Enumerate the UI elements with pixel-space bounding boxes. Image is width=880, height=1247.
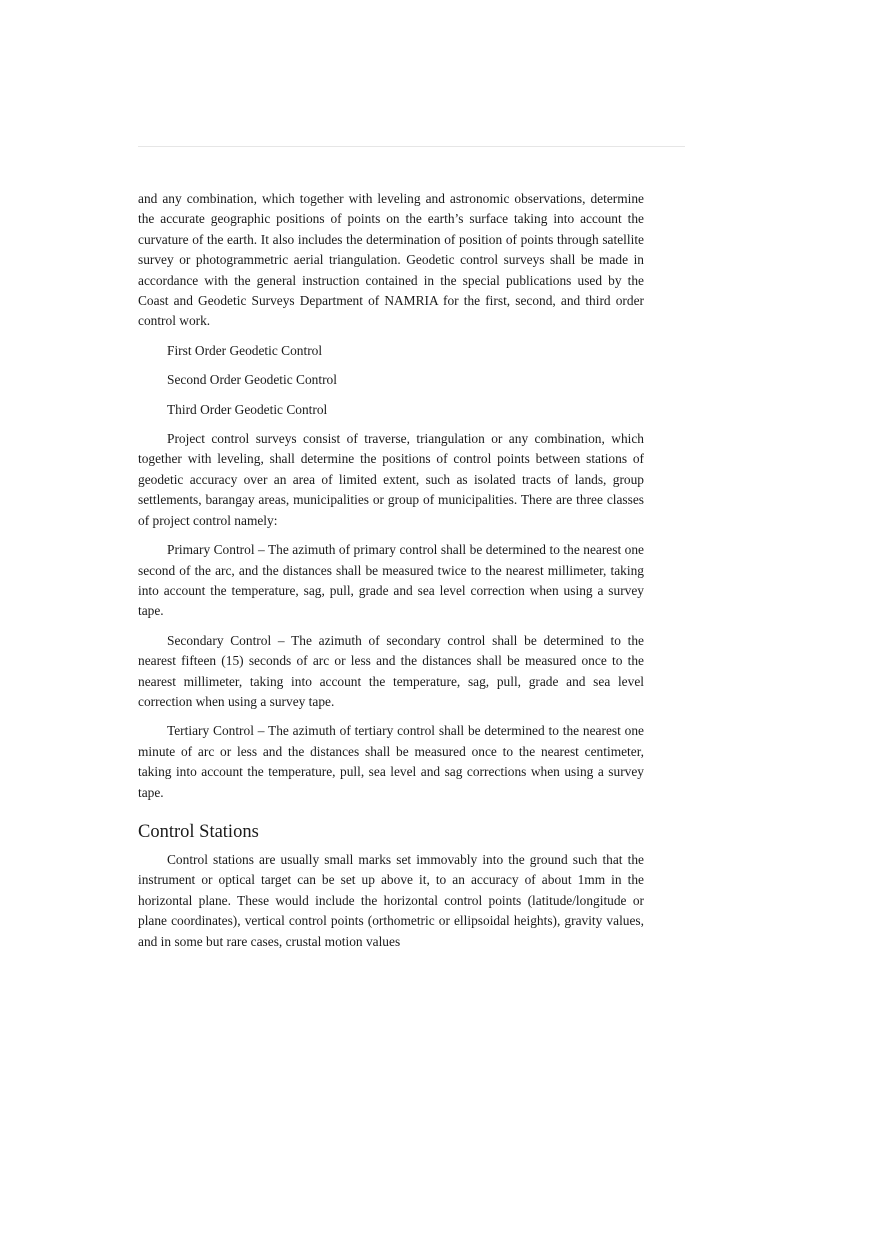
project-control-paragraph: Project control surveys consist of traverse, triangulation or any combination, which together with leveling, shall determine the positions of control points between stations of geodetic accuracy over an area of limited extent, such as isolated tracts of lands, group settlements, barangay areas, municipalities or group of municipalities. There are three classes of project control namely: <box>138 431 644 528</box>
secondary-control-paragraph: Secondary Control – The azimuth of secondary control shall be determined to the nearest fifteen (15) seconds of arc or less and the distances shall be measured once to the nearest millimeter, taking into account the temperature, sag, pull, grade and sea level correction when using a survey tape. <box>138 632 644 709</box>
list-item-third-order: Third Order Geodetic Control <box>167 401 328 417</box>
section-heading: Control Stations <box>138 821 259 842</box>
page-content <box>138 189 644 952</box>
intro-paragraph: and any combination, which together with leveling and astronomic observations, determine the accurate geographic positions of points on the earth’s surface taking into account the curvature of the earth. It also includes the determination of position of points through satellite survey or photogrammetric aerial triangulation. Geodetic control surveys shall be made in accordance with the general instruction contained in the special publications used by the Coast and Geodetic Surveys Department of NAMRIA for the first, second, and third order control work. <box>138 191 644 329</box>
control-stations-paragraph: Control stations are usually small marks set immovably into the ground such that the instrument or optical target can be set up above it, to an accuracy of about 1mm in the horizontal plane. These would include the horizontal control points (latitude/longitude or plane coordinates), vertical control points (orthometric or ellipsoidal heights), gravity values, and in some but rare cases, crustal motion values <box>138 851 644 949</box>
primary-control-paragraph: Primary Control – The azimuth of primary control shall be determined to the nearest one second of the arc, and the distances shall be measured twice to the nearest millimeter, taking into account the temperature, sag, pull, grade and sea level correction when using a survey tape. <box>138 542 644 619</box>
tertiary-control-paragraph: Tertiary Control – The azimuth of tertiary control shall be determined to the nearest one minute of arc or less and the distances shall be measured once to the nearest centimeter, taking into account the temperature, pull, sea level and sag corrections when using a survey tape. <box>138 723 644 800</box>
list-item-first-order: First Order Geodetic Control <box>167 342 323 358</box>
header-rule <box>138 146 685 147</box>
list-item-second-order: Second Order Geodetic Control <box>167 372 337 388</box>
